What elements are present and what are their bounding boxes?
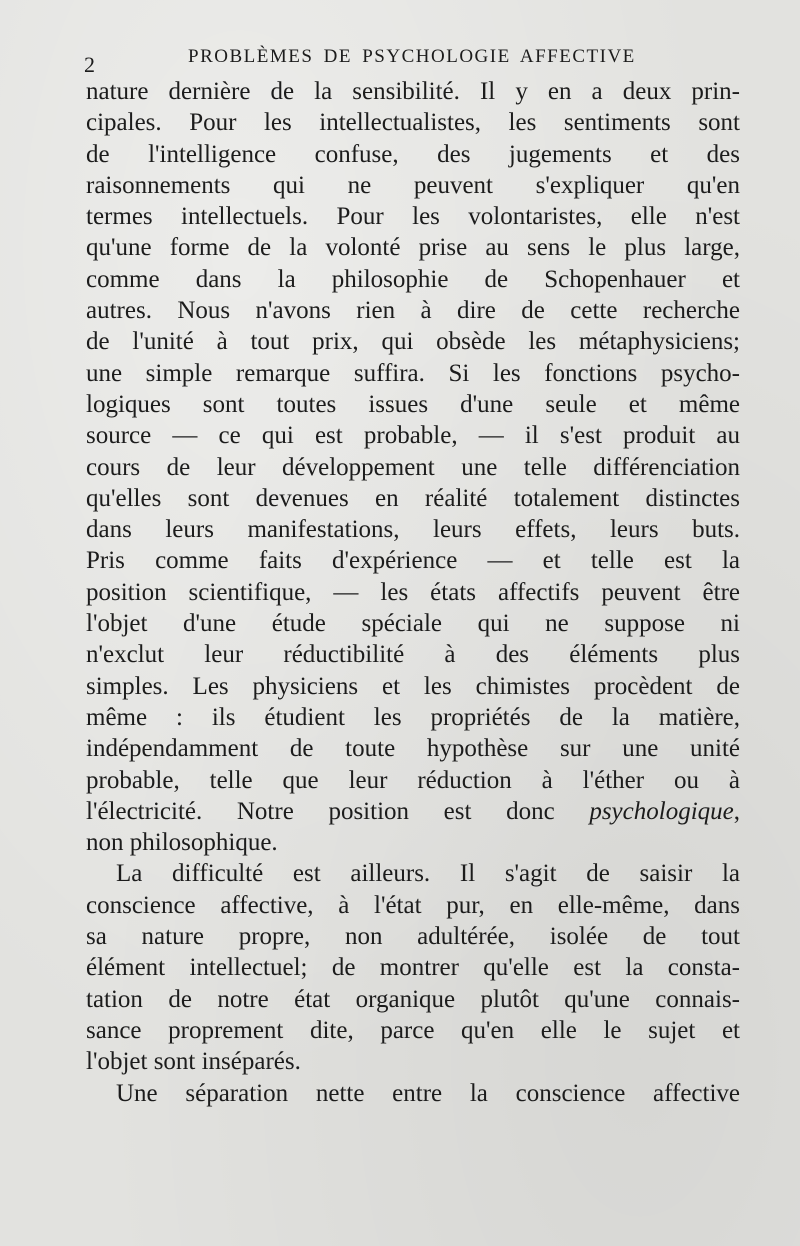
text-line: source — ce qui est probable, — il s'est produit au <box>86 422 740 450</box>
text-line: indépendamment de toute hypothèse sur une unité <box>86 735 740 763</box>
text-line: tation de notre état organique plutôt qu'une connais- <box>86 985 740 1013</box>
text-line: raisonnements qui ne peuvent s'expliquer qu'en <box>86 171 740 199</box>
text-line: simples. Les physiciens et les chimistes procèdent de <box>86 672 740 700</box>
text-line: l'objet d'une étude spéciale qui ne suppose ni <box>86 610 740 638</box>
text-line: n'exclut leur réductibilité à des éléments plus <box>86 641 740 669</box>
text-line: comme dans la philosophie de Schopenhauer et <box>86 265 740 293</box>
running-title: PROBLÈMES DE PSYCHOLOGIE AFFECTIVE <box>188 46 636 67</box>
text-line: cipales. Pour les intellectualistes, les sentiments sont <box>86 109 740 137</box>
italic-word: psychologique <box>589 797 734 825</box>
text-line: probable, telle que leur réduction à l'éther ou à <box>86 766 740 794</box>
text-line: Une séparation nette entre la conscience affective <box>116 1079 740 1107</box>
paragraph-3 <box>86 1078 740 1109</box>
body-text <box>86 76 740 1109</box>
text-line: Pris comme faits d'expérience — et telle est la <box>86 547 740 575</box>
text-line: une simple remarque suffira. Si les fonctions psycho- <box>86 359 740 387</box>
text-line: logiques sont toutes issues d'une seule et même <box>86 390 740 418</box>
text-line: position scientifique, — les états affectifs peuvent être <box>86 578 740 606</box>
page-header <box>84 40 744 80</box>
text-line: dans leurs manifestations, leurs effets, leurs buts. <box>86 516 740 544</box>
page-number: 2 <box>84 52 95 77</box>
text-line: qu'elles sont devenues en réalité totalement distinctes <box>86 484 740 512</box>
text-line: qu'une forme de la volonté prise au sens le plus large, <box>86 234 740 262</box>
text-line: sa nature propre, non adultérée, isolée de tout <box>86 923 740 951</box>
text-line: élément intellectuel; de montrer qu'elle est la consta- <box>86 954 740 982</box>
text-line: de l'intelligence confuse, des jugements et des <box>86 140 740 168</box>
text-line: La difficulté est ailleurs. Il s'agit de saisir la <box>116 860 740 888</box>
text-line: de l'unité à tout prix, qui obsède les métaphysiciens; <box>86 328 740 356</box>
text-line: termes intellectuels. Pour les volontaristes, elle n'est <box>86 203 740 231</box>
text-line-with-italic <box>86 796 740 827</box>
text-line: même : ils étudient les propriétés de la matière, <box>86 703 740 731</box>
text-line: cours de leur développement une telle différenciation <box>86 453 740 481</box>
text-line: sance proprement dite, parce qu'en elle le sujet et <box>86 1016 740 1044</box>
paragraph-2 <box>86 858 740 1077</box>
paragraph-1 <box>86 76 740 858</box>
paragraph-last-line: non philosophique. <box>86 829 278 857</box>
text-line: autres. Nous n'avons rien à dire de cette recherche <box>86 297 740 325</box>
text-line: conscience affective, à l'état pur, en elle-même, dans <box>86 891 740 919</box>
text-line: nature dernière de la sensibilité. Il y en a deux prin- <box>86 78 740 105</box>
text-fragment: l'électricité. Notre position est donc <box>86 797 590 825</box>
paragraph-last-line: l'objet sont inséparés. <box>86 1048 301 1076</box>
text-fragment: , <box>733 797 740 825</box>
